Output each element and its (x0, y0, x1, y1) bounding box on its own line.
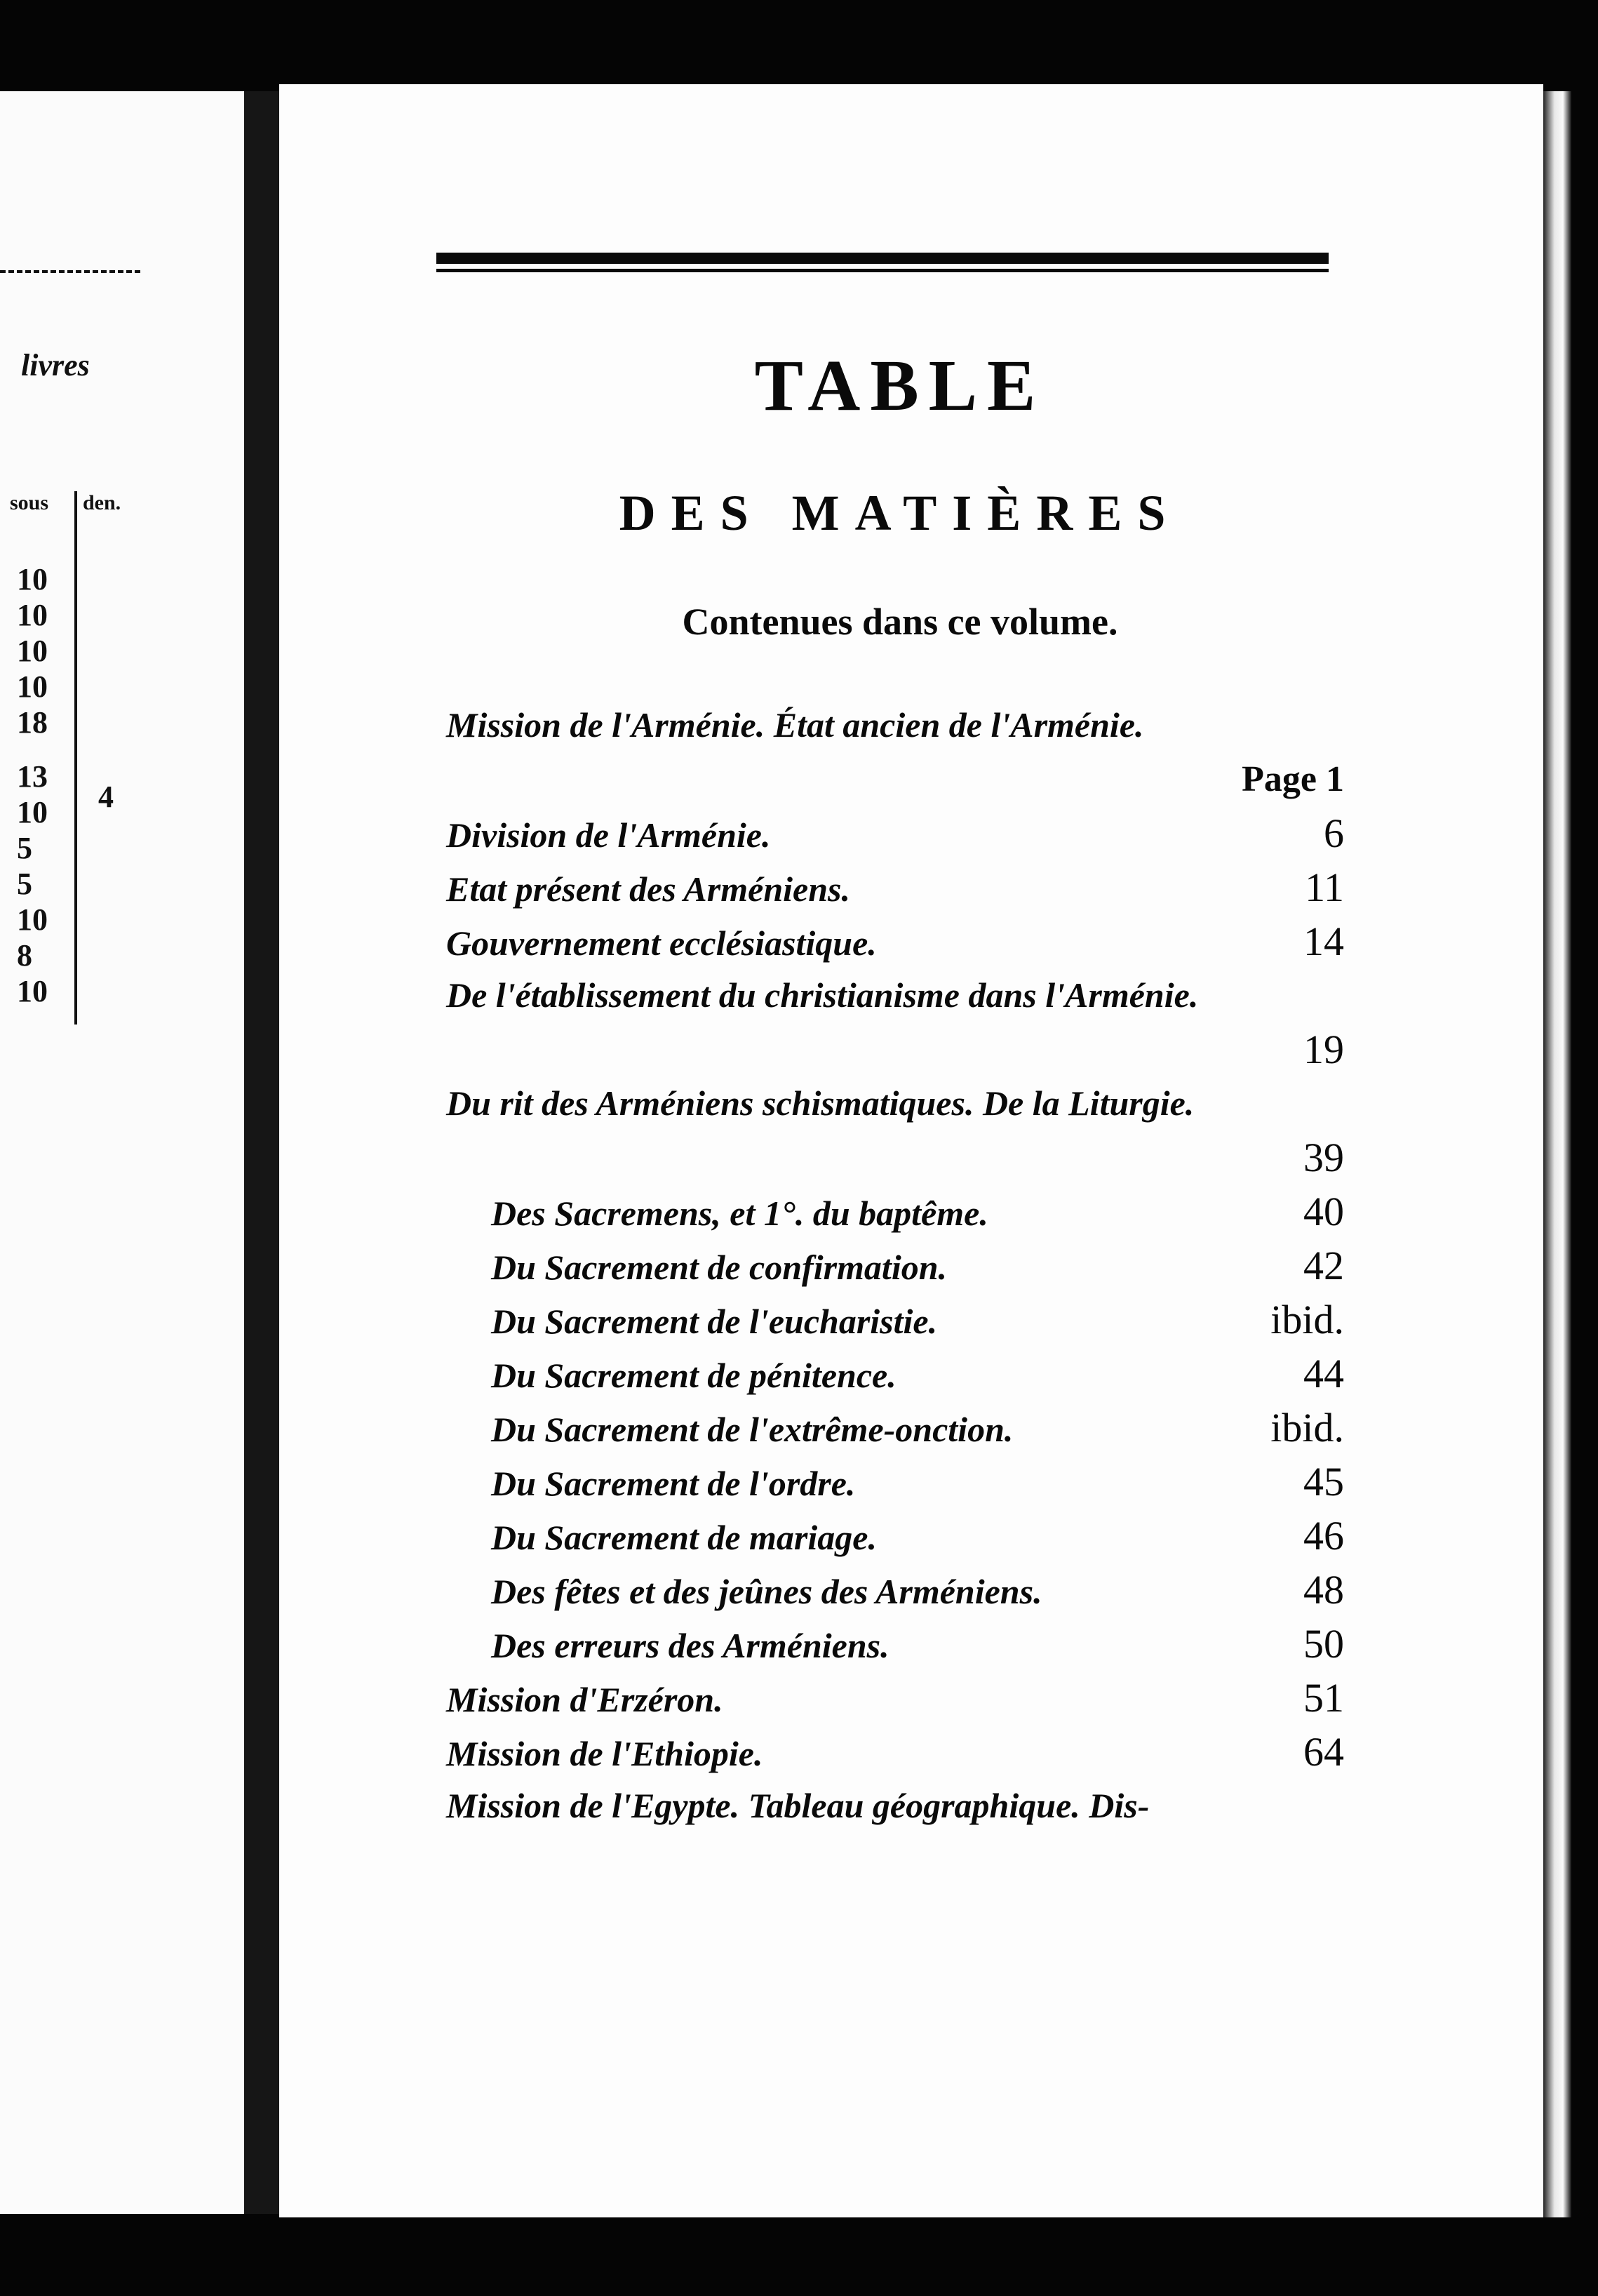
den-value: 4 (98, 780, 114, 814)
toc-entry-page: 39 (1303, 1135, 1344, 1180)
toc-entry (446, 1671, 1344, 1725)
toc-entry-text: Des fêtes et des jeûnes des Arméniens. (491, 1572, 1042, 1611)
facing-page (0, 91, 244, 2214)
toc-entry-page: 14 (1303, 919, 1344, 964)
toc-entry-text: Du Sacrement de l'extrême-onction. (491, 1410, 1014, 1449)
toc-entry-text: Du Sacrement de confirmation. (491, 1248, 948, 1287)
toc-entry-page: 45 (1303, 1459, 1344, 1504)
header-rule-thin (436, 269, 1329, 272)
toc-entry-page: 42 (1303, 1243, 1344, 1288)
toc-entry-page: 44 (1303, 1351, 1344, 1396)
sous-value: 10 (17, 669, 48, 704)
column-header-sous: sous (10, 491, 49, 514)
toc-entry-page: 11 (1305, 865, 1344, 910)
toc-entry-page: 64 (1303, 1729, 1344, 1775)
sous-column (17, 561, 59, 1009)
toc-entry (446, 1076, 1344, 1130)
toc-entry (446, 1184, 1344, 1239)
toc-entry-text: Du Sacrement de l'eucharistie. (491, 1302, 938, 1341)
toc-entry-text: Du Sacrement de pénitence. (491, 1356, 897, 1395)
table-of-contents (446, 698, 1344, 1833)
page-title: TABLE (754, 345, 1046, 426)
toc-entry (446, 1239, 1344, 1293)
toc-entry-text: De l'établissement du christianisme dans l'Arménie. (446, 975, 1199, 1015)
toc-entry (446, 860, 1344, 914)
toc-entry (446, 1779, 1344, 1833)
toc-entry-text: Du Sacrement de mariage. (491, 1518, 877, 1557)
toc-entry-page: 19 (1303, 1027, 1344, 1072)
toc-entry (446, 1617, 1344, 1671)
sous-value: 10 (17, 974, 48, 1008)
toc-entry-text: Du Sacrement de l'ordre. (491, 1464, 856, 1503)
sous-value: 10 (17, 902, 48, 937)
sous-value: 10 (17, 795, 48, 829)
toc-entry-text: Mission de l'Egypte. Tableau géographique. Dis- (446, 1786, 1150, 1825)
toc-entry (446, 1401, 1344, 1455)
toc-entry-text: Division de l'Arménie. (446, 815, 771, 855)
toc-entry-text: Des Sacremens, et 1°. du baptême. (491, 1194, 988, 1233)
toc-entry-page: 6 (1324, 810, 1344, 856)
toc-entry-page: 48 (1303, 1567, 1344, 1613)
toc-entry (446, 698, 1344, 752)
toc-entry (446, 1563, 1344, 1617)
toc-entry-page: Page 1 (1242, 759, 1344, 799)
page-subtitle: DES MATIÈRES (619, 485, 1181, 541)
toc-entry (446, 1509, 1344, 1563)
toc-entry (446, 914, 1344, 968)
facing-page-heading: livres (21, 348, 90, 382)
toc-entry-text: Mission de l'Arménie. État ancien de l'Arménie. (446, 705, 1144, 745)
toc-entry (446, 1293, 1344, 1347)
column-header-den: den. (83, 491, 121, 514)
page-edge (1543, 91, 1571, 2217)
toc-entry (446, 806, 1344, 860)
sous-value: 10 (17, 598, 48, 632)
toc-entry-text: Gouvernement ecclésiastique. (446, 923, 877, 963)
sous-value: 5 (17, 867, 32, 901)
toc-entry (446, 1130, 1344, 1184)
toc-entry-page: ibid. (1270, 1405, 1344, 1450)
sous-value: 8 (17, 938, 32, 973)
toc-entry (446, 1022, 1344, 1076)
toc-entry-text: Mission de l'Ethiopie. (446, 1734, 763, 1773)
toc-entry-text: Mission d'Erzéron. (446, 1680, 723, 1719)
toc-entry-page: 46 (1303, 1513, 1344, 1559)
sous-value: 10 (17, 562, 48, 596)
toc-entry-text: Etat présent des Arméniens. (446, 869, 850, 909)
sous-value: 10 (17, 634, 48, 668)
toc-entry-text: Des erreurs des Arméniens. (491, 1626, 889, 1665)
toc-entry (446, 1347, 1344, 1401)
toc-entry-page: 50 (1303, 1621, 1344, 1667)
sous-value: 18 (17, 705, 48, 740)
sous-value: 5 (17, 831, 32, 865)
header-rule-thick (436, 253, 1329, 264)
page-caption: Contenues dans ce volume. (682, 601, 1118, 643)
toc-entry-page: 51 (1303, 1675, 1344, 1721)
toc-entry (446, 1725, 1344, 1779)
toc-entry-text: Du rit des Arméniens schismatiques. De la Liturgie. (446, 1083, 1195, 1123)
toc-entry-page: ibid. (1270, 1297, 1344, 1342)
toc-entry (446, 968, 1344, 1022)
column-divider (74, 491, 77, 1024)
book-gutter (244, 91, 279, 2214)
toc-entry (446, 1455, 1344, 1509)
facing-page-rule (0, 270, 140, 277)
toc-entry (446, 752, 1344, 806)
sous-value: 13 (17, 759, 48, 794)
toc-entry-page: 40 (1303, 1189, 1344, 1234)
